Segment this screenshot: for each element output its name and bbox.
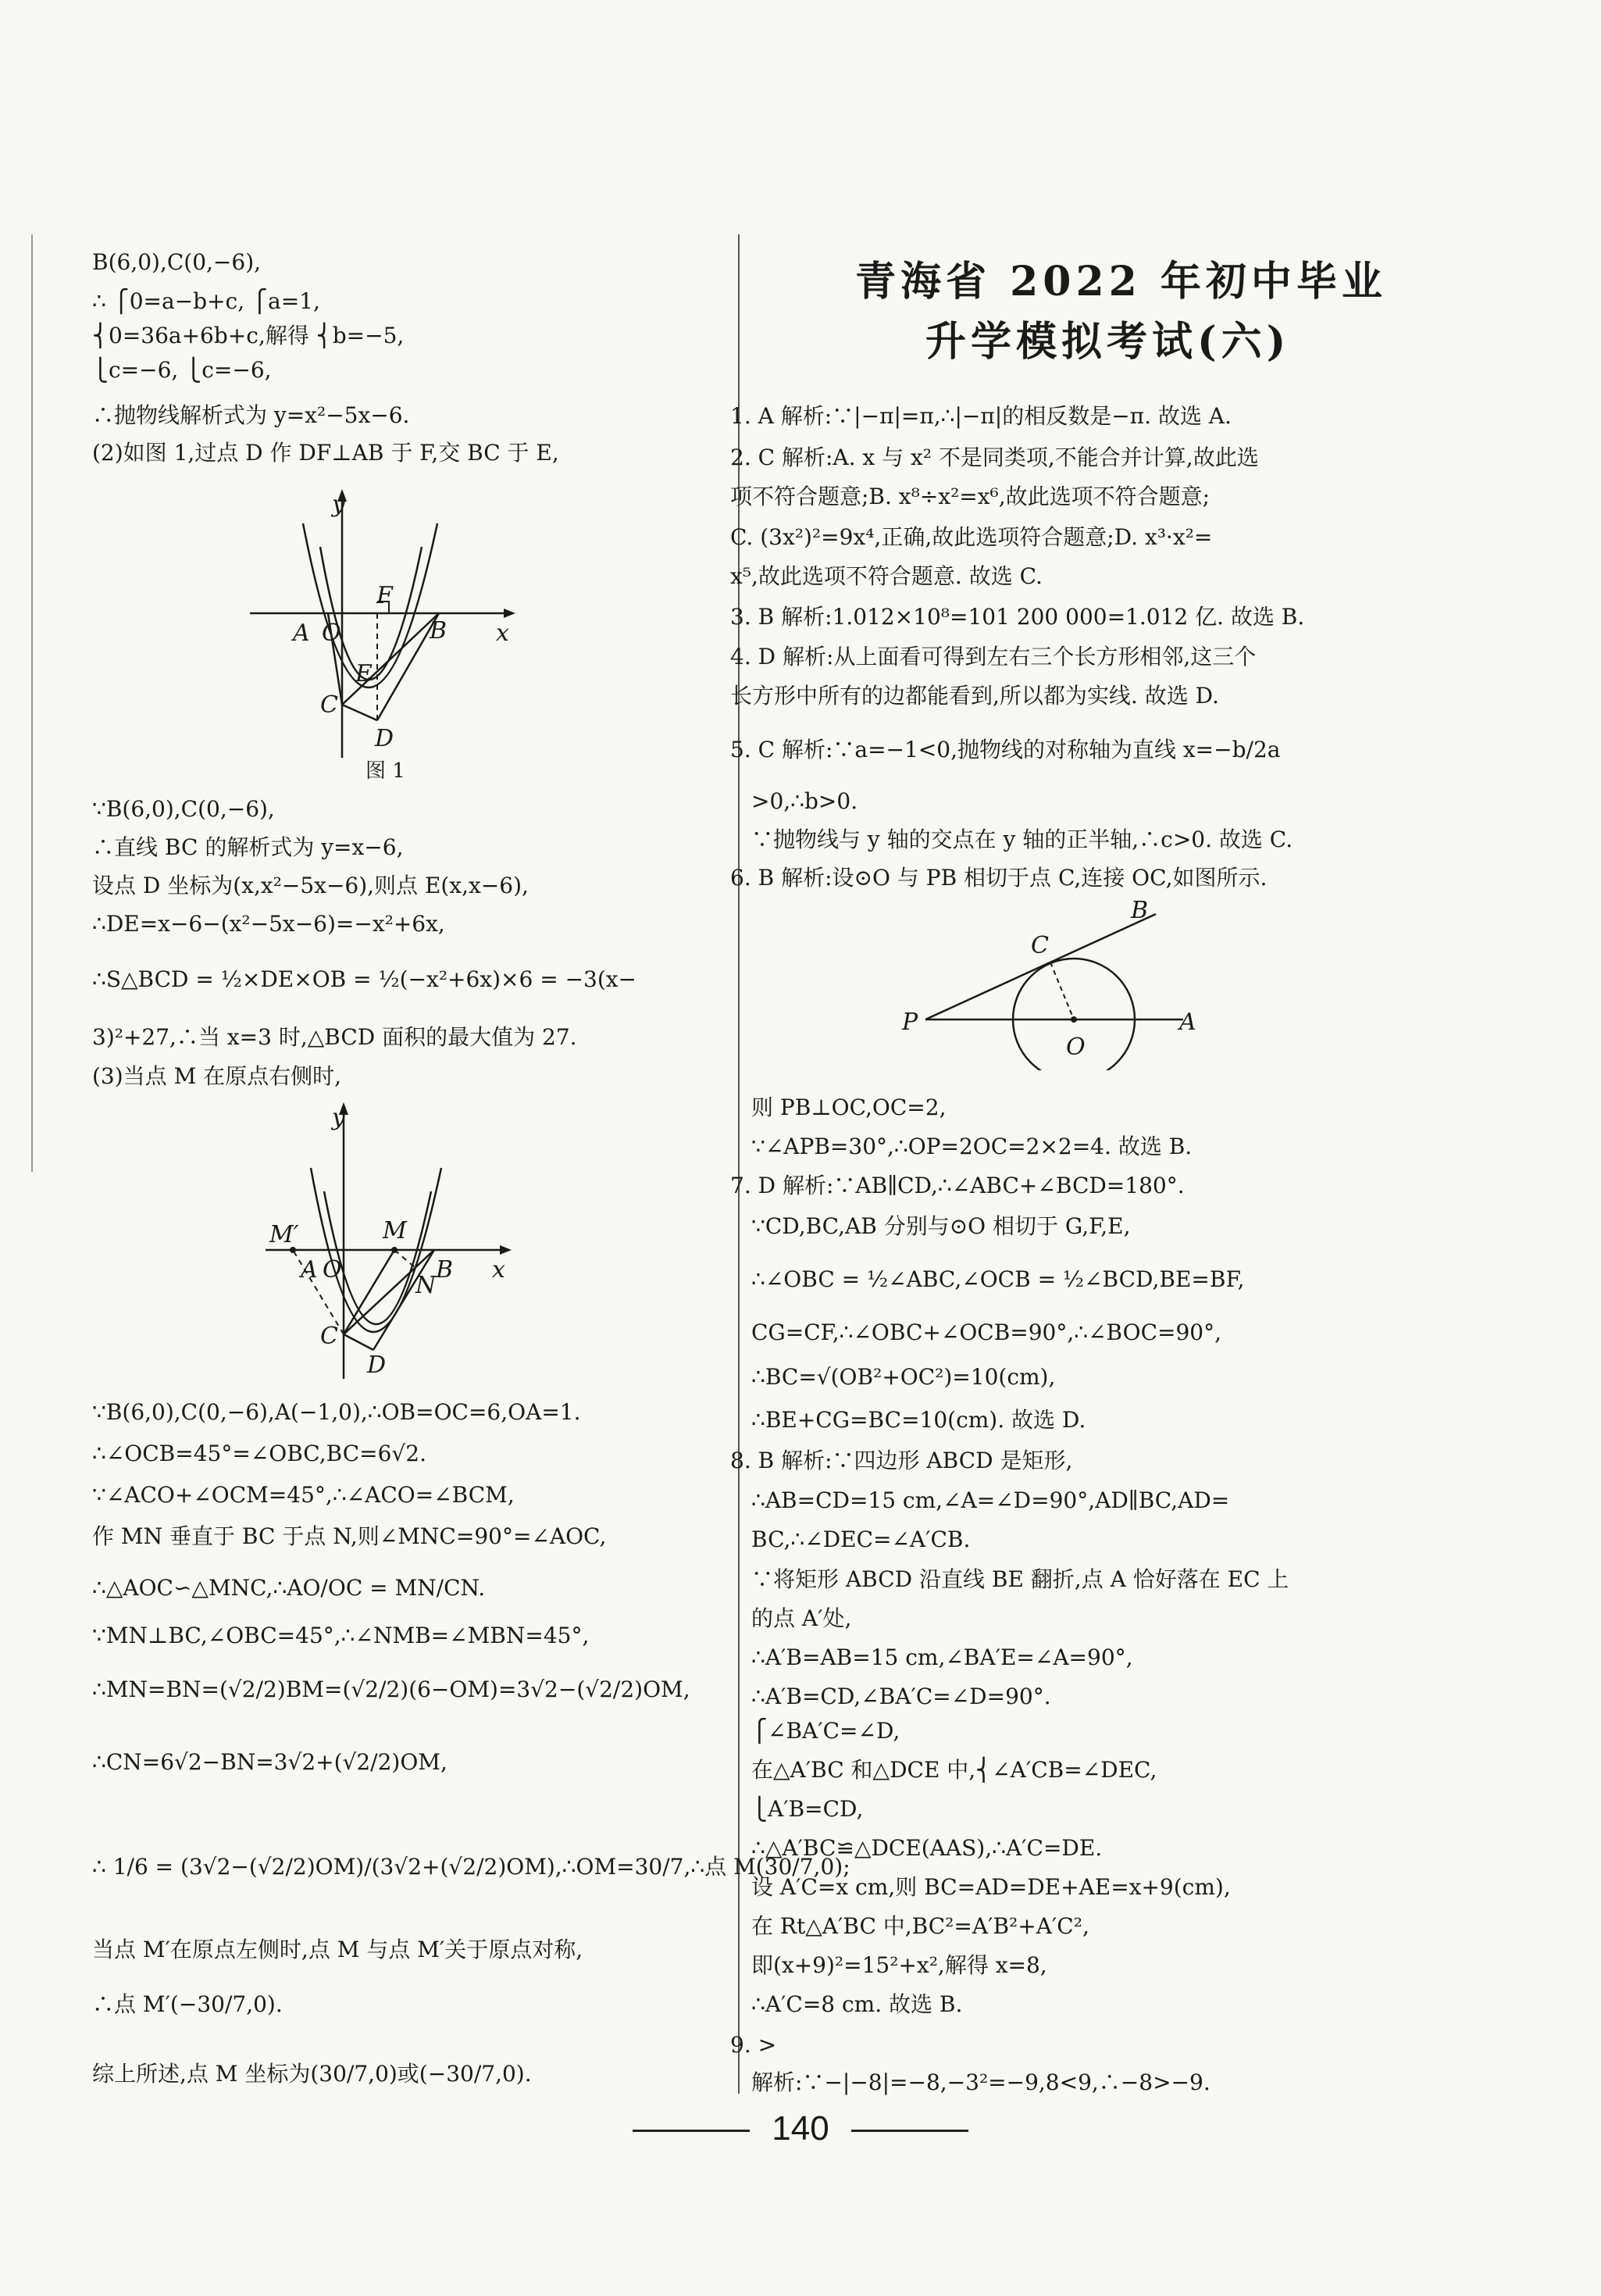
text-line: ∴BC=√(OB²+OC²)=10(cm), — [751, 1364, 1056, 1390]
text-line: ⎩A′B=CD, — [751, 1796, 864, 1822]
text-line: 即(x+9)²=15²+x²,解得 x=8, — [751, 1952, 1047, 1978]
text-line: ⎧∠BA′C=∠D, — [751, 1718, 900, 1744]
text-line: 解析:∵−|−8|=−8,−3²=−9,8<9,∴−8>−9. — [751, 2069, 1211, 2095]
label-A: A — [1179, 1009, 1196, 1036]
text-line: ∵B(6,0),C(0,−6),A(−1,0),∴OB=OC=6,OA=1. — [92, 1399, 581, 1425]
text-line: ∵将矩形 ABCD 沿直线 BE 翻折,点 A 恰好落在 EC 上 — [751, 1566, 1289, 1592]
text-line: 8. B 解析:∵四边形 ABCD 是矩形, — [730, 1448, 1073, 1473]
text-line: ∴△AOC∽△MNC,∴AO/OC = MN/CN. — [92, 1575, 486, 1601]
text-line: 9. > — [730, 2032, 777, 2058]
text-line: 当点 M′在原点左侧时,点 M 与点 M′关于原点对称, — [92, 1937, 583, 1962]
label-O: O — [1066, 1034, 1086, 1061]
page-number-footer — [0, 2109, 1601, 2148]
label-C: C — [1031, 932, 1049, 959]
text-line: 4. D 解析:从上面看可得到左右三个长方形相邻,这三个 — [730, 644, 1257, 670]
text-line: >0,∴b>0. — [751, 788, 858, 814]
text-line: BC,∴∠DEC=∠A′CB. — [751, 1527, 971, 1552]
label-y: y — [332, 1104, 345, 1131]
text-line: 3. B 解析:1.012×10⁸=101 200 000=1.012 亿. 故选 B. — [730, 604, 1305, 630]
text-line: ∴ ⎧0=a−b+c, ⎧a=1, — [92, 288, 320, 314]
text-line: ∴抛物线解析式为 y=x²−5x−6. — [92, 402, 410, 428]
label-y: y — [332, 491, 345, 518]
text-line: 综上所述,点 M 坐标为(30/7,0)或(−30/7,0). — [92, 2061, 532, 2087]
text-line: B(6,0),C(0,−6), — [92, 249, 262, 275]
text-line: ∴BE+CG=BC=10(cm). 故选 D. — [751, 1407, 1086, 1433]
label-M-prime: M′ — [269, 1221, 299, 1248]
text-line: ∴MN=BN=(√2/2)BM=(√2/2)(6−OM)=3√2−(√2/2)OM, — [92, 1676, 690, 1702]
text-line: 6. B 解析:设⊙O 与 PB 相切于点 C,连接 OC,如图所示. — [730, 865, 1268, 891]
text-line: ∴S△BCD = ½×DE×OB = ½(−x²+6x)×6 = −3(x− — [92, 966, 637, 992]
label-D: D — [367, 1352, 387, 1379]
text-line: ∵∠ACO+∠OCM=45°,∴∠ACO=∠BCM, — [92, 1482, 515, 1508]
text-line: ∴∠OCB=45°=∠OBC,BC=6√2. — [92, 1441, 426, 1466]
text-line: ∴A′B=CD,∠BA′C=∠D=90°. — [751, 1684, 1051, 1709]
label-N: N — [415, 1272, 437, 1299]
label-P: P — [902, 1009, 918, 1036]
label-B: B — [436, 1256, 454, 1284]
text-line: 在△A′BC 和△DCE 中,⎨∠A′CB=∠DEC, — [751, 1757, 1157, 1783]
text-line: 设点 D 坐标为(x,x²−5x−6),则点 E(x,x−6), — [92, 873, 529, 898]
label-B: B — [1131, 897, 1149, 924]
label-x: x — [496, 620, 509, 647]
text-line: 5. C 解析:∵a=−1<0,抛物线的对称轴为直线 x=−b/2a — [730, 737, 1281, 762]
text-line: 项不符合题意;B. x⁸÷x²=x⁶,故此选项不符合题意; — [730, 484, 1211, 509]
figure-2-parabola — [250, 1090, 531, 1387]
text-line: ∴∠OBC = ½∠ABC,∠OCB = ½∠BCD,BE=BF, — [751, 1266, 1245, 1292]
label-A: A — [293, 620, 310, 647]
text-line: C. (3x²)²=9x⁴,正确,故此选项符合题意;D. x³·x²= — [730, 524, 1213, 550]
text-line: 1. A 解析:∵|−π|=π,∴|−π|的相反数是−π. 故选 A. — [730, 403, 1232, 429]
page-title-line-2: 升学模拟考试(六) — [925, 318, 1291, 366]
text-line: ⎩c=−6, ⎩c=−6, — [92, 357, 272, 383]
text-line: ∴ 1/6 = (3√2−(√2/2)OM)/(3√2+(√2/2)OM),∴OM=30/7,∴点 M(30/7,0); — [92, 1854, 850, 1880]
label-B: B — [430, 617, 447, 645]
text-line: ∴A′C=8 cm. 故选 B. — [751, 1991, 963, 2017]
label-D: D — [375, 725, 394, 752]
text-line: ∵抛物线与 y 轴的交点在 y 轴的正半轴,∴c>0. 故选 C. — [751, 827, 1293, 852]
figure-3-tangent-circle — [890, 891, 1218, 1070]
text-line: 2. C 解析:A. x 与 x² 不是同类项,不能合并计算,故此选 — [730, 445, 1259, 470]
text-line: 作 MN 垂直于 BC 于点 N,则∠MNC=90°=∠AOC, — [92, 1523, 607, 1549]
text-line: ⎨0=36a+6b+c,解得 ⎨b=−5, — [92, 323, 405, 348]
figure-caption: 图 1 — [365, 759, 405, 781]
footer-rule-left — [633, 2130, 750, 2132]
text-line: ∵∠APB=30°,∴OP=2OC=2×2=4. 故选 B. — [751, 1134, 1193, 1159]
text-line: ∴直线 BC 的解析式为 y=x−6, — [92, 834, 404, 860]
text-line: ∴DE=x−6−(x²−5x−6)=−x²+6x, — [92, 911, 445, 937]
text-line: 3)²+27,∴当 x=3 时,△BCD 面积的最大值为 27. — [92, 1024, 577, 1050]
text-line: ∵MN⊥BC,∠OBC=45°,∴∠NMB=∠MBN=45°, — [92, 1623, 590, 1648]
label-x: x — [492, 1256, 505, 1284]
text-line: CG=CF,∴∠OBC+∠OCB=90°,∴∠BOC=90°, — [751, 1319, 1221, 1345]
page-edge-line — [31, 234, 33, 1172]
text-line: ∴点 M′(−30/7,0). — [92, 1991, 283, 2017]
text-line: ∴AB=CD=15 cm,∠A=∠D=90°,AD∥BC,AD= — [751, 1487, 1230, 1513]
label-E: E — [355, 660, 373, 687]
text-line: 长方形中所有的边都能看到,所以都为实线. 故选 D. — [730, 683, 1219, 709]
label-A: A — [301, 1256, 318, 1284]
label-C: C — [320, 1323, 338, 1350]
text-line: x⁵,故此选项不符合题意. 故选 C. — [730, 563, 1043, 589]
footer-rule-right — [851, 2130, 968, 2132]
label-F: F — [376, 582, 393, 609]
text-line: 则 PB⊥OC,OC=2, — [751, 1094, 947, 1120]
page-number: 140 — [772, 2109, 829, 2148]
label-O: O — [322, 620, 341, 647]
text-line: ∴A′B=AB=15 cm,∠BA′E=∠A=90°, — [751, 1644, 1133, 1670]
text-line: ∵CD,BC,AB 分别与⊙O 相切于 G,F,E, — [751, 1213, 1131, 1239]
text-line: (2)如图 1,过点 D 作 DF⊥AB 于 F,交 BC 于 E, — [92, 440, 559, 466]
text-line: (3)当点 M 在原点右侧时, — [92, 1063, 342, 1089]
text-line: 的点 A′处, — [751, 1605, 852, 1631]
text-line: 在 Rt△A′BC 中,BC²=A′B²+A′C², — [751, 1913, 1089, 1939]
text-line: 7. D 解析:∵AB∥CD,∴∠ABC+∠BCD=180°. — [730, 1173, 1185, 1198]
text-line: 设 A′C=x cm,则 BC=AD=DE+AE=x+9(cm), — [751, 1874, 1231, 1900]
label-M: M — [383, 1217, 407, 1244]
label-C: C — [320, 691, 338, 719]
text-line: ∴CN=6√2−BN=3√2+(√2/2)OM, — [92, 1749, 447, 1775]
figure-1-parabola — [234, 477, 531, 781]
text-line: ∴△A′BC≌△DCE(AAS),∴A′C=DE. — [751, 1835, 1103, 1861]
page-title-line-1: 青海省 2022 年初中毕业 — [855, 258, 1387, 305]
label-O: O — [323, 1256, 342, 1284]
text-line: ∵B(6,0),C(0,−6), — [92, 796, 275, 822]
column-divider — [738, 234, 740, 2094]
